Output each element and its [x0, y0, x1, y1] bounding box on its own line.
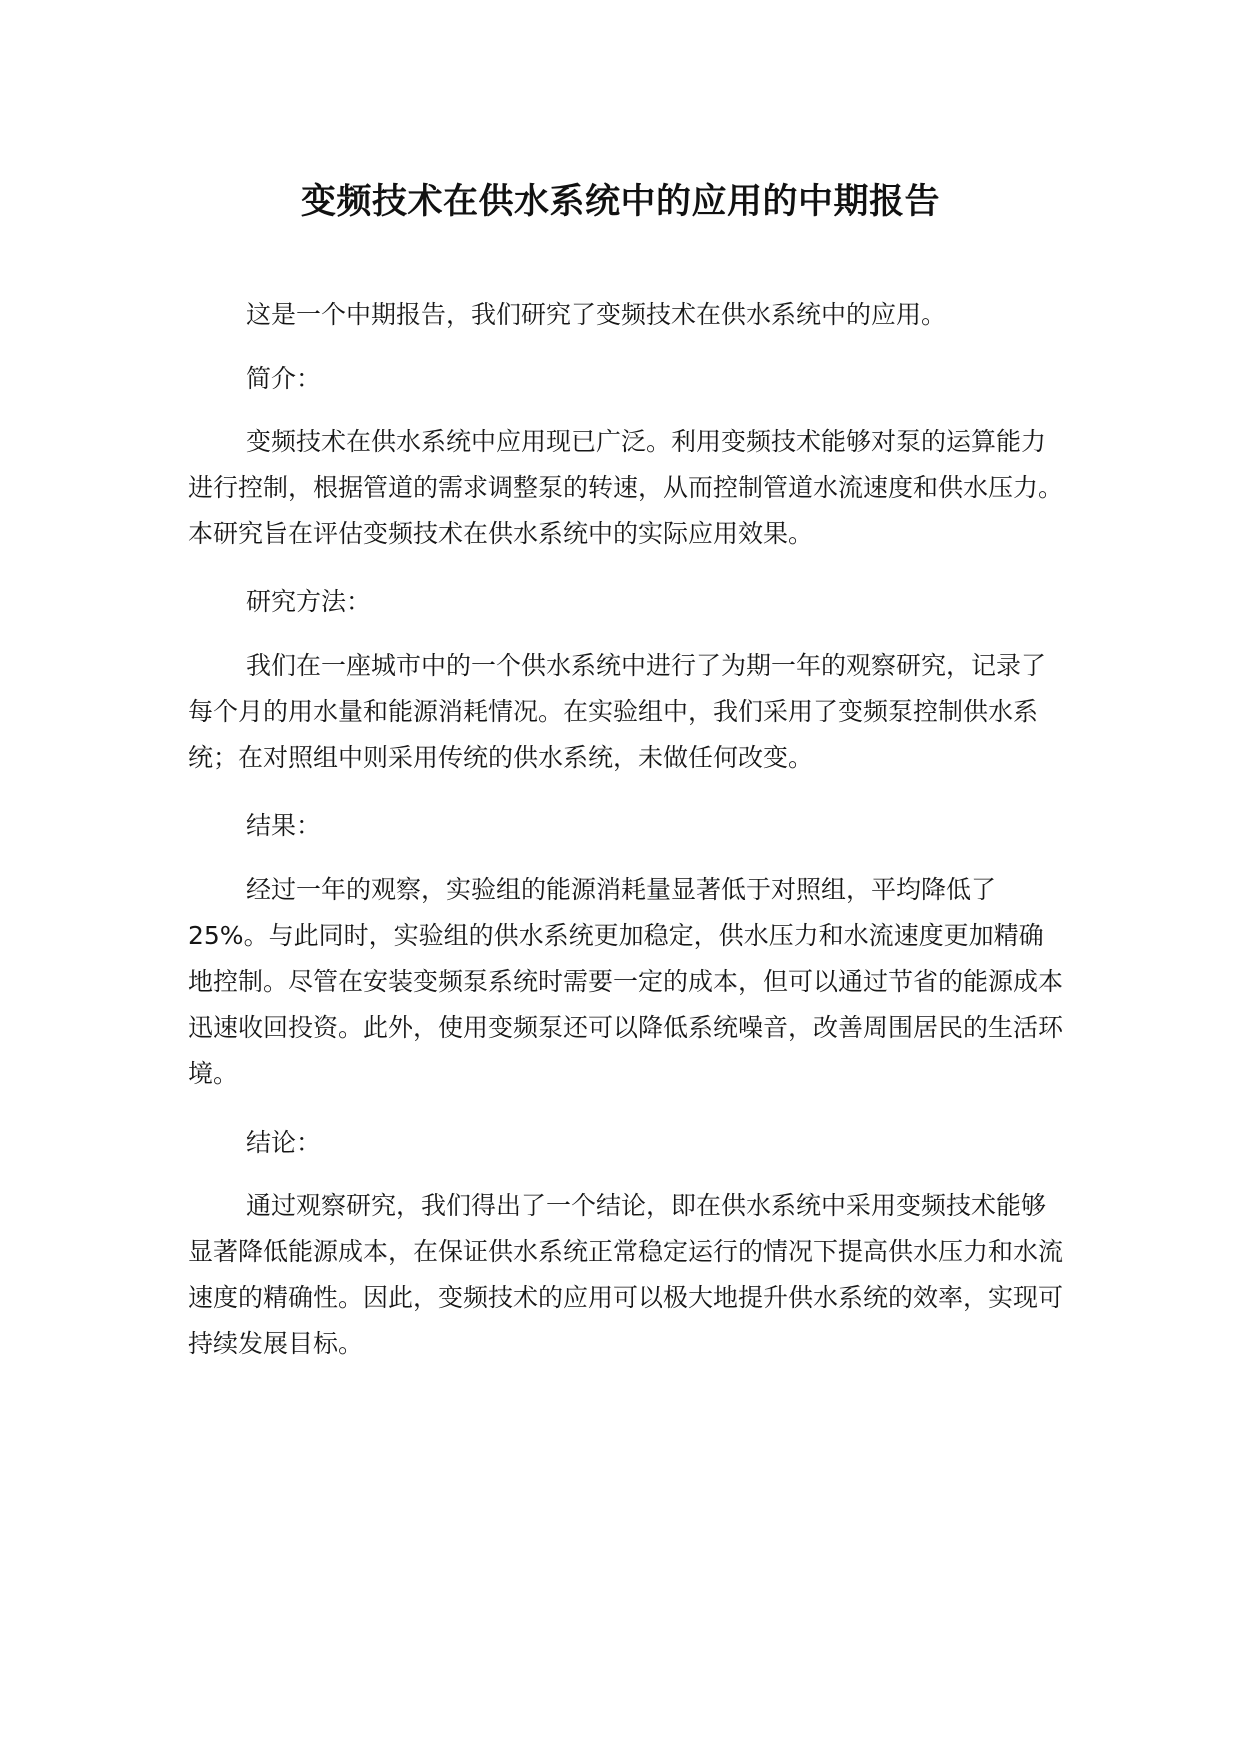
methods-paragraph: 我们在一座城市中的一个供水系统中进行了为期一年的观察研究，记录了每个月的用水量和能源消耗情况。在实验组中，我们采用了变频泵控制供水系统；在对照组中则采用传统的供水系统，未做任何改变。 — [188, 651, 1047, 772]
section-heading-introduction: 简介： — [246, 364, 322, 393]
section-heading-conclusion: 结论： — [246, 1128, 322, 1157]
section-heading-methods: 研究方法： — [246, 587, 372, 616]
conclusion-paragraph: 通过观察研究，我们得出了一个结论，即在供水系统中采用变频技术能够显著降低能源成本，在保证供水系统正常稳定运行的情况下提高供水压力和水流速度的精确性。因此，变频技术的应用可以极大地提升供水系统的效率，实现可持续发展目标。 — [188, 1191, 1064, 1358]
document-title: 变频技术在供水系统中的应用的中期报告 — [300, 182, 940, 222]
section-heading-results: 结果： — [246, 811, 322, 840]
results-paragraph: 经过一年的观察，实验组的能源消耗量显著低于对照组，平均降低了 25%。与此同时，实验组的供水系统更加稳定，供水压力和水流速度更加精确地控制。尽管在安装变频泵系统时需要一定的成本，但可以通过节省的能源成本迅速收回投资。此外，使用变频泵还可以降低系统噪音，改善周围居民的生活环境。 — [188, 875, 1064, 1088]
introduction-paragraph: 变频技术在供水系统中应用现已广泛。利用变频技术能够对泵的运算能力进行控制，根据管道的需求调整泵的转速，从而控制管道水流速度和供水压力。本研究旨在评估变频技术在供水系统中的实际应用效果。 — [188, 427, 1064, 548]
intro-sentence: 这是一个中期报告，我们研究了变频技术在供水系统中的应用。 — [246, 300, 947, 329]
